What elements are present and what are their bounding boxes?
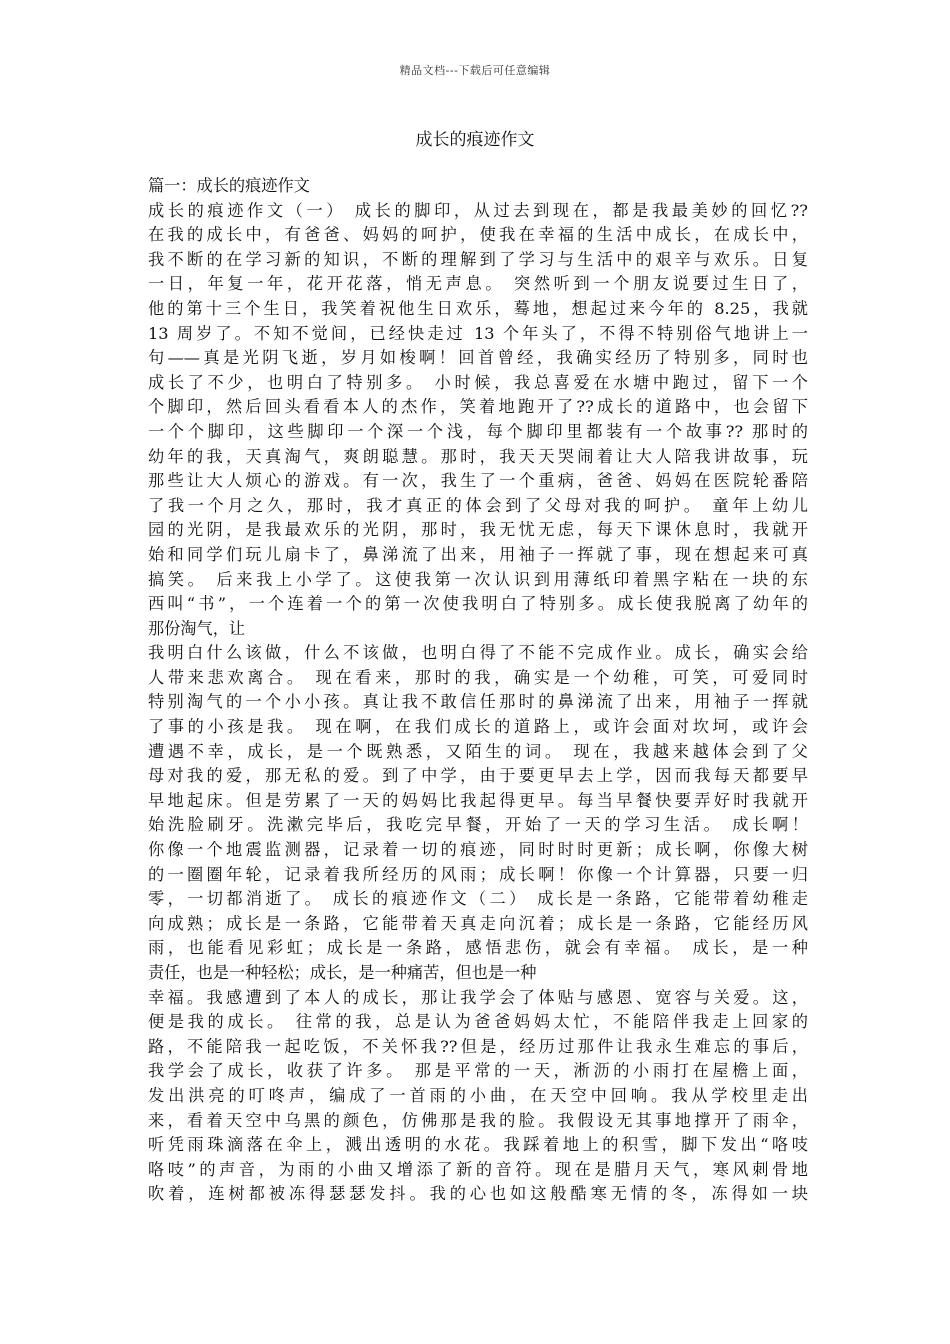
text-line: 在我的成长中，有爸爸、妈妈的呵护，使我在幸福的生活中成长，在成长中， — [148, 225, 808, 245]
text-line: 责任，也是一种轻松；成长，是一种痛苦，但也是一种 — [148, 963, 537, 982]
body-text — [148, 174, 808, 1207]
text-line: 了我一个月之久，那时，我才真正的体会到了父母对我的呵护。 童年上幼儿 — [148, 495, 808, 515]
text-line: 路，不能陪我一起吃饭，不关怀我??但是，经历过那件让我永生难忘的事后， — [148, 1036, 808, 1056]
text-line: 你像一个地震监测器，记录着一切的痕迹，同时时时更新；成长啊，你像大树 — [148, 840, 808, 860]
document-title: 成长的痕迹作文 — [415, 130, 535, 150]
text-line: 那些让大人烦心的游戏。有一次，我生了一个重病，爸爸、妈妈在医院轮番陪 — [148, 471, 808, 491]
text-line: 园的光阴，是我最欢乐的光阴，那时，我无忧无虑，每天下课休息时，我就开 — [148, 520, 808, 540]
text-line: 一个个脚印，这些脚印一个深一个浅，每个脚印里都装有一个故事?? 那时的 — [148, 421, 808, 441]
text-line: 成长的痕迹作文（一） 成长的脚印，从过去到现在，都是我最美妙的回忆?? — [148, 200, 808, 220]
text-line: 特别淘气的一个小小孩。真让我不敢信任那时的鼻涕流了出来，用袖子一挥就 — [148, 692, 808, 712]
text-line: 西叫“书”，一个连着一个的第一次使我明白了特别多。成长使我脱离了幼年的 — [148, 594, 808, 614]
text-line: 13 周岁了。不知不觉间，已经快走过 13 个年头了，不得不特别俗气地讲上一 — [148, 323, 808, 343]
text-line: 我明白什么该做，什么不该做，也明白得了不能不完成作业。成长，确实会给 — [148, 643, 808, 663]
text-line: 了事的小孩是我。 现在啊，在我们成长的道路上，或许会面对坎坷，或许会 — [148, 717, 808, 737]
text-line: 母对我的爱，那无私的爱。到了中学，由于要更早去上学，因而我每天都要早 — [148, 766, 808, 786]
text-line: 雨，也能看见彩虹；成长是一条路，感悟悲伤，就会有幸福。 成长，是一种 — [148, 938, 808, 958]
text-line: 便是我的成长。 往常的我，总是认为爸爸妈妈太忙，不能陪伴我走上回家的 — [148, 1012, 808, 1032]
text-line: 那份淘气，让 — [148, 618, 246, 638]
text-line: 我学会了成长，收获了许多。 那是平常的一天，淅沥的小雨打在屋檐上面， — [148, 1061, 808, 1081]
text-line: 一日，年复一年，花开花落，悄无声息。 突然听到一个朋友说要过生日了， — [148, 274, 808, 294]
text-line: 早地起床。但是劳累了一天的妈妈比我起得更早。每当早餐快要弄好时我就开 — [148, 790, 808, 810]
text-line: 吹着，连树都被冻得瑟瑟发抖。我的心也如这般酷寒无情的冬，冻得如一块 — [148, 1184, 808, 1204]
text-line: 我不断的在学习新的知识，不断的理解到了学习与生活中的艰辛与欢乐。日复 — [148, 249, 808, 269]
text-line: 个脚印，然后回头看看本人的杰作，笑着地跑开了??成长的道路中，也会留下 — [148, 397, 808, 417]
text-line: 始和同学们玩儿扇卡了，鼻涕流了出来，用袖子一挥就了事，现在想起来可真 — [148, 544, 808, 564]
text-line: 搞笑。 后来我上小学了。这使我第一次认识到用薄纸印着黑字粘在一块的东 — [148, 569, 808, 589]
text-line: 听凭雨珠滴落在伞上，溅出透明的水花。我踩着地上的积雪，脚下发出“咯吱 — [148, 1135, 808, 1155]
text-line: 发出洪亮的叮咚声，编成了一首雨的小曲，在天空中回响。我从学校里走出 — [148, 1085, 808, 1105]
text-line: 幸福。我感遭到了本人的成长，那让我学会了体贴与感恩、宽容与关爱。这， — [148, 987, 808, 1007]
header-note: 精品文档---下载后可任意编辑 — [399, 64, 551, 77]
text-line: 零，一切都消逝了。 成长的痕迹作文（二） 成长是一条路，它能带着幼稚走 — [148, 889, 808, 909]
text-line: 篇一：成长的痕迹作文 — [148, 176, 310, 195]
text-line: 句——真是光阴飞逝，岁月如梭啊！回首曾经，我确实经历了特别多，同时也 — [148, 348, 808, 368]
text-line: 始洗脸刷牙。洗漱完毕后，我吃完早餐，开始了一天的学习生活。 成长啊！ — [148, 815, 808, 835]
text-line: 成长了不少，也明白了特别多。 小时候，我总喜爱在水塘中跑过，留下一个 — [148, 372, 808, 392]
text-line: 遭遇不幸，成长，是一个既熟悉，又陌生的词。 现在，我越来越体会到了父 — [148, 741, 808, 761]
text-line: 咯吱”的声音，为雨的小曲又增添了新的音符。现在是腊月天气，寒风刺骨地 — [148, 1159, 808, 1179]
text-line: 幼年的我，天真淘气，爽朗聪慧。那时，我天天哭闹着让大人陪我讲故事，玩 — [148, 446, 808, 466]
text-line: 他的第十三个生日，我笑着祝他生日欢乐，蓦地，想起过来今年的 8.25，我就 — [148, 298, 808, 318]
text-line: 来，看着天空中乌黑的颜色，仿佛那是我的脸。我假设无其事地撑开了雨伞， — [148, 1110, 808, 1130]
text-line: 的一圈圈年轮，记录着我所经历的风雨；成长啊！你像一个计算器，只要一归 — [148, 864, 808, 884]
text-line: 向成熟；成长是一条路，它能带着天真走向沉着；成长是一条路，它能经历风 — [148, 913, 808, 933]
text-line: 人带来悲欢离合。 现在看来，那时的我，确实是一个幼稚，可笑，可爱同时 — [148, 667, 808, 687]
